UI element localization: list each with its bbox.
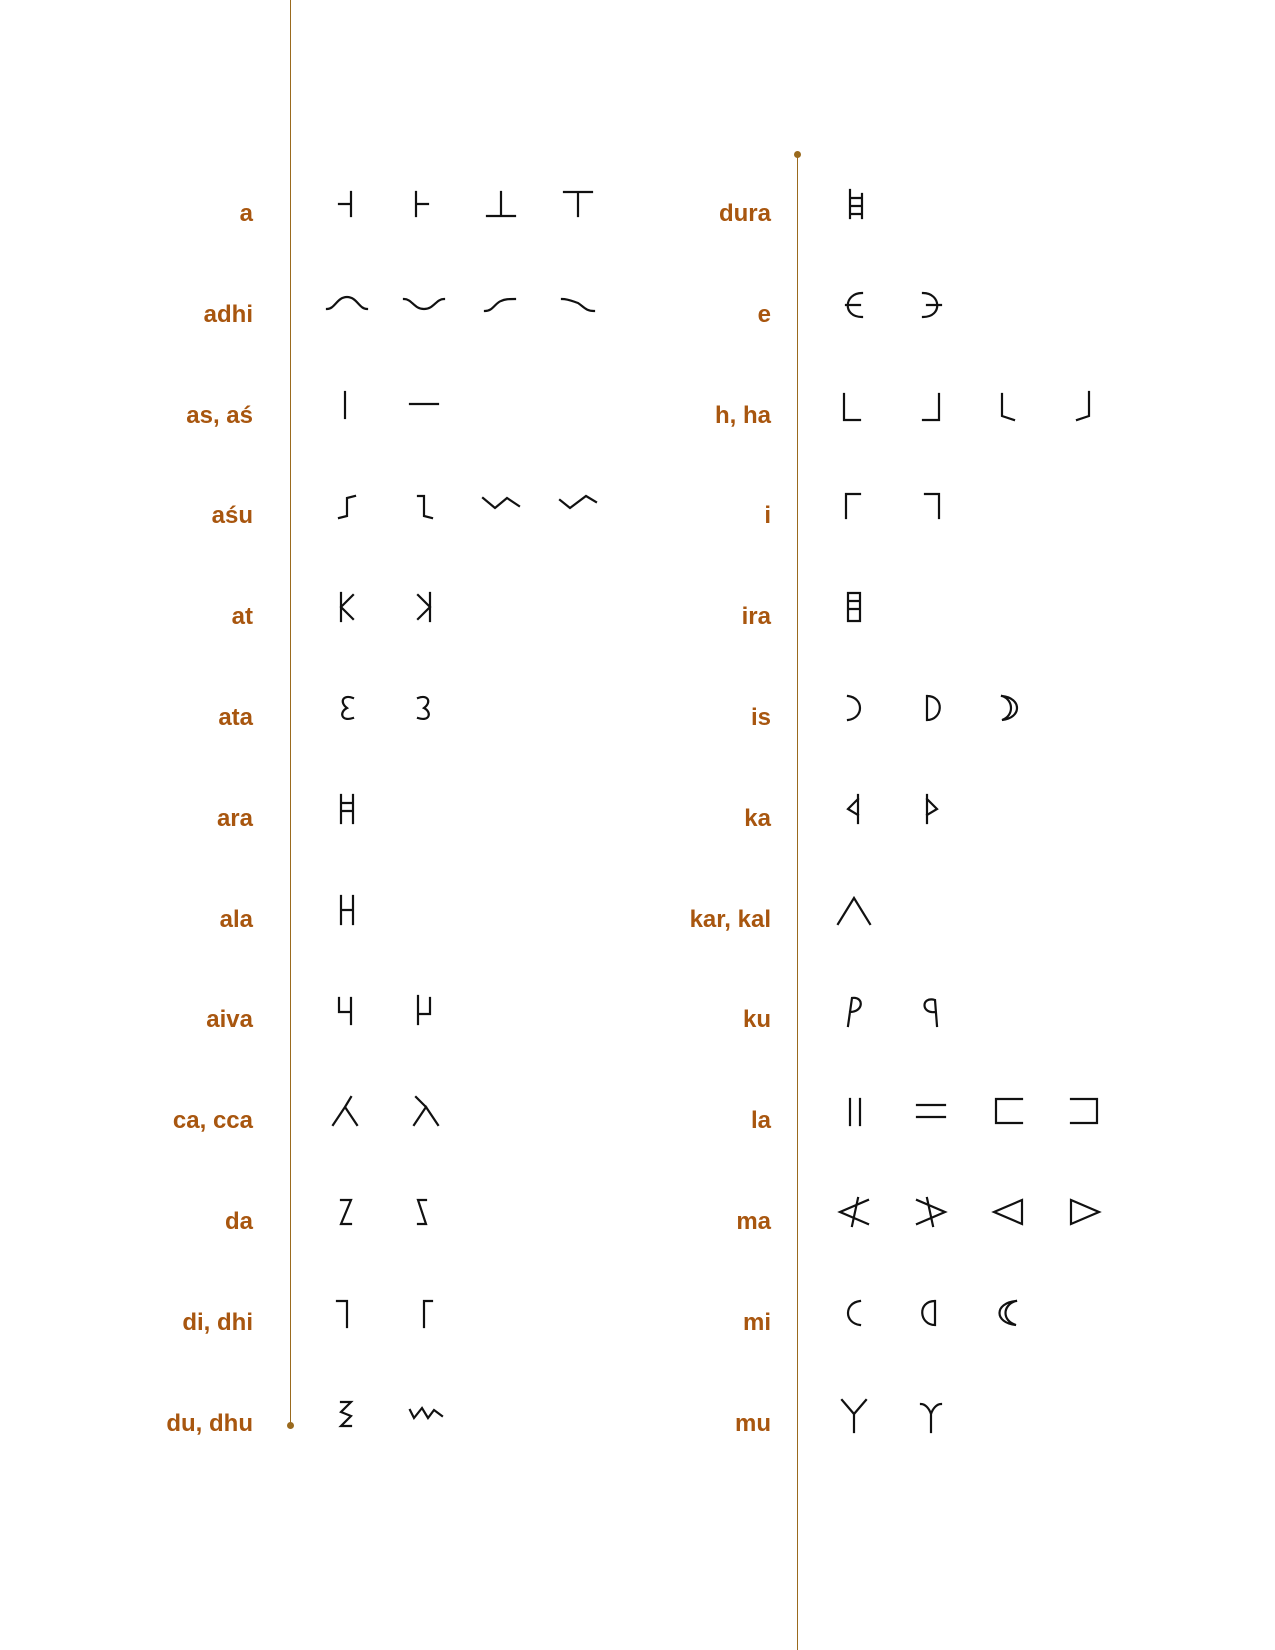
glyph-ara1-icon [321, 791, 377, 847]
glyph-adhi3-icon [475, 287, 531, 343]
glyph-i2-icon [905, 488, 961, 544]
glyph-is3-icon [982, 690, 1038, 746]
right-label-row-9: la [750, 1107, 771, 1135]
glyph-ka2-icon [905, 791, 961, 847]
left-label-row-10: da [224, 1208, 253, 1235]
glyph-ma3-icon [982, 1194, 1038, 1250]
glyph-a1-icon [321, 186, 377, 242]
glyph-h4-icon [1059, 388, 1115, 444]
right-label-row-8: ku [742, 1006, 771, 1034]
left-label-row-0: a [239, 200, 253, 227]
left-label-row-8: aiva [206, 1006, 253, 1034]
glyph-la1-icon [828, 1093, 884, 1149]
glyph-kar1-icon [828, 892, 884, 948]
right-label-row-1: e [757, 300, 771, 328]
glyph-ma1-icon [828, 1194, 884, 1250]
glyph-h2-icon [905, 388, 961, 444]
glyph-mu2-icon [905, 1396, 961, 1452]
glyph-ca2-icon [398, 1093, 454, 1149]
glyph-at1-icon [321, 589, 377, 645]
glyph-as2-icon [398, 388, 454, 444]
glyph-as1-icon [321, 388, 377, 444]
left-label-row-5: ata [218, 704, 253, 731]
glyph-di1-icon [321, 1295, 377, 1351]
left-label-row-7: ala [219, 905, 253, 933]
right-label-row-6: ka [744, 804, 771, 832]
glyph-asu1-icon [321, 488, 377, 544]
right-label-row-12: mu [735, 1409, 771, 1437]
glyph-di2-icon [398, 1295, 454, 1351]
glyph-asu2-icon [398, 488, 454, 544]
glyph-asu3-icon [475, 488, 531, 544]
glyph-mi3-icon [982, 1295, 1038, 1351]
glyph-ma2-icon [905, 1194, 961, 1250]
left-label-row-9: ca, cca [172, 1107, 253, 1135]
glyph-la4-icon [1059, 1093, 1115, 1149]
glyph-h1-icon [828, 388, 884, 444]
glyph-a3-icon [475, 186, 531, 242]
glyph-da2-icon [398, 1194, 454, 1250]
glyph-is2-icon [905, 690, 961, 746]
glyph-la2-icon [905, 1093, 961, 1149]
glyph-du2-icon [398, 1396, 454, 1452]
right-label-row-11: mi [742, 1308, 771, 1336]
glyph-is1-icon [828, 690, 884, 746]
glyph-h3-icon [982, 388, 1038, 444]
glyph-e2-icon [905, 287, 961, 343]
right-label-row-0: dura [718, 200, 771, 227]
glyph-du1-icon [321, 1396, 377, 1452]
glyph-aiva1-icon [321, 992, 377, 1048]
left-label-row-2: as, aś [186, 401, 253, 429]
right-column-rule [797, 155, 798, 1650]
glyph-da1-icon [321, 1194, 377, 1250]
glyph-aiva2-icon [398, 992, 454, 1048]
glyph-ka1-icon [828, 791, 884, 847]
glyph-adhi2-icon [398, 287, 454, 343]
right-label-row-2: h, ha [714, 401, 771, 429]
right-label-row-4: ira [741, 603, 771, 631]
left-label-row-12: du, dhu [166, 1409, 253, 1437]
glyph-adhi1-icon [321, 287, 377, 343]
glyph-ira1-icon [828, 589, 884, 645]
left-label-row-6: ara [216, 804, 253, 832]
left-column-rule [290, 0, 291, 1425]
left-rule-end-dot [287, 1422, 294, 1429]
glyph-i1-icon [828, 488, 884, 544]
glyph-ku1-icon [828, 992, 884, 1048]
glyph-a2-icon [398, 186, 454, 242]
glyph-ala1-icon [321, 892, 377, 948]
glyph-mi2-icon [905, 1295, 961, 1351]
left-label-row-3: aśu [211, 502, 253, 530]
left-label-row-11: di, dhi [182, 1308, 253, 1336]
right-label-row-3: i [764, 502, 771, 530]
glyph-ca1-icon [321, 1093, 377, 1149]
left-label-row-1: adhi [203, 300, 253, 328]
glyph-ma4-icon [1059, 1194, 1115, 1250]
glyph-ata1-icon [321, 690, 377, 746]
left-label-row-4: at [231, 603, 253, 631]
glyph-ku2-icon [905, 992, 961, 1048]
glyph-dura1-icon [828, 186, 884, 242]
glyph-la3-icon [982, 1093, 1038, 1149]
glyph-at2-icon [398, 589, 454, 645]
glyph-mi1-icon [828, 1295, 884, 1351]
right-rule-start-dot [794, 151, 801, 158]
glyph-e1-icon [828, 287, 884, 343]
right-label-row-5: is [750, 704, 771, 731]
glyph-ata2-icon [398, 690, 454, 746]
glyph-mu1-icon [828, 1396, 884, 1452]
right-label-row-10: ma [736, 1208, 771, 1235]
right-label-row-7: kar, kal [689, 905, 771, 933]
